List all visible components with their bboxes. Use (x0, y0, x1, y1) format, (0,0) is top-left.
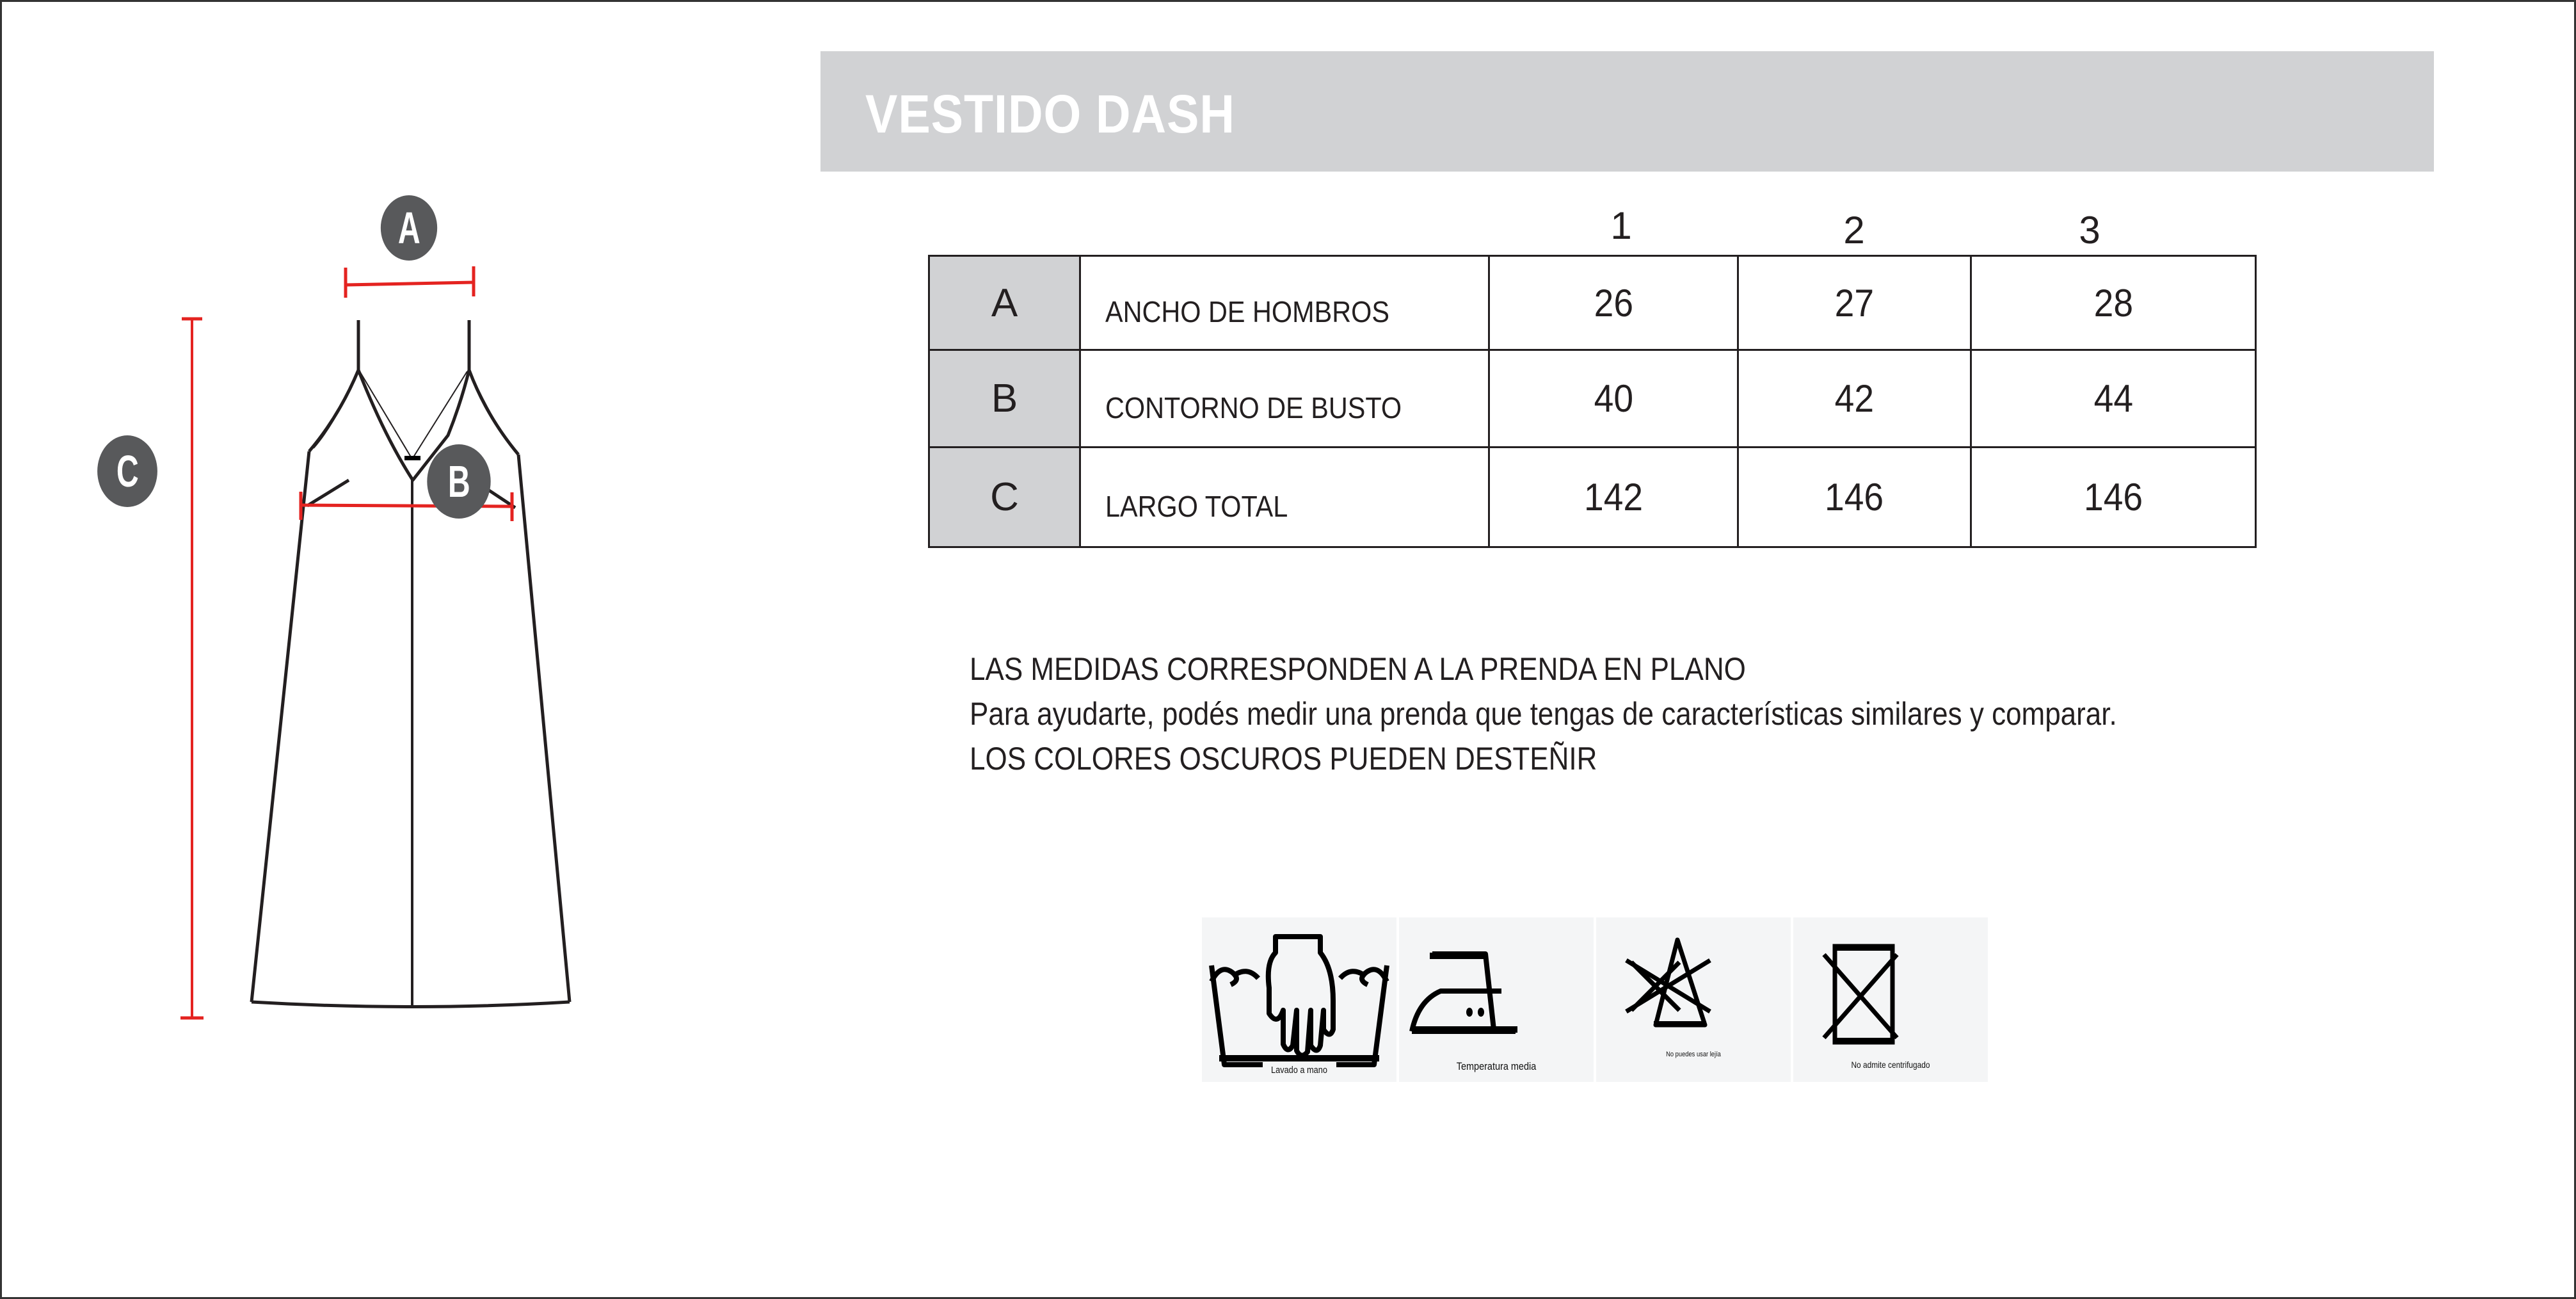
row-value-size-1: 26 (1489, 256, 1738, 350)
row-value-size-1: 142 (1489, 448, 1738, 547)
size-table (928, 255, 2257, 548)
no-tumble-dry-icon (1793, 917, 1988, 1082)
label-tag (404, 456, 420, 460)
care-item-iron-medium (1399, 917, 1594, 1082)
size-header-3: 3 (2079, 209, 2100, 252)
row-value-size-2: 42 (1738, 350, 1971, 448)
care-label: Lavado a mano (1271, 1065, 1327, 1076)
measure-line-a (346, 266, 474, 298)
header-bar (820, 51, 2434, 172)
badge-b: B (427, 444, 490, 519)
care-label: Temperatura media (1456, 1060, 1537, 1072)
badge-c: C (97, 435, 157, 507)
care-item-no-bleach (1596, 917, 1791, 1082)
iron-medium-icon (1399, 917, 1594, 1082)
row-key: B (929, 350, 1080, 448)
note-flat-measure: LAS MEDIDAS CORRESPONDEN A LA PRENDA EN PLANO (970, 651, 1746, 687)
table-row (929, 448, 2256, 547)
care-label: No puedes usar lejía (1666, 1051, 1721, 1058)
dress-outline-icon (0, 0, 704, 1299)
hand-wash-icon (1202, 917, 1396, 1082)
row-value-size-1: 40 (1489, 350, 1738, 448)
row-value-size-3: 44 (1971, 350, 2256, 448)
row-value-size-3: 28 (1971, 256, 2256, 350)
row-key: C (929, 448, 1080, 547)
note-dark-colors: LOS COLORES OSCUROS PUEDEN DESTEÑIR (970, 741, 1597, 777)
row-key: A (929, 256, 1080, 350)
dress-sketch (0, 0, 704, 1299)
row-label: LARGO TOTAL (1080, 448, 1489, 547)
badge-a: A (381, 195, 437, 261)
care-item-no-tumble-dry (1793, 917, 1988, 1082)
care-label: No admite centrifugado (1851, 1060, 1930, 1070)
row-label: CONTORNO DE BUSTO (1080, 350, 1489, 448)
size-header-1: 1 (1610, 204, 1632, 247)
table-row (929, 256, 2256, 350)
note-compare-garment: Para ayudarte, podés medir una prenda que tengas de características similares y comparar. (970, 696, 2117, 732)
care-item-hand-wash (1202, 917, 1396, 1082)
measurement-notes (970, 647, 2273, 781)
page-title: VESTIDO DASH (865, 84, 1235, 144)
care-instructions (1202, 917, 1988, 1082)
row-label: ANCHO DE HOMBROS (1080, 256, 1489, 350)
table-row (929, 350, 2256, 448)
row-value-size-3: 146 (1971, 448, 2256, 547)
measure-line-c (180, 319, 204, 1018)
size-header-2: 2 (1843, 209, 1865, 252)
row-value-size-2: 146 (1738, 448, 1971, 547)
row-value-size-2: 27 (1738, 256, 1971, 350)
